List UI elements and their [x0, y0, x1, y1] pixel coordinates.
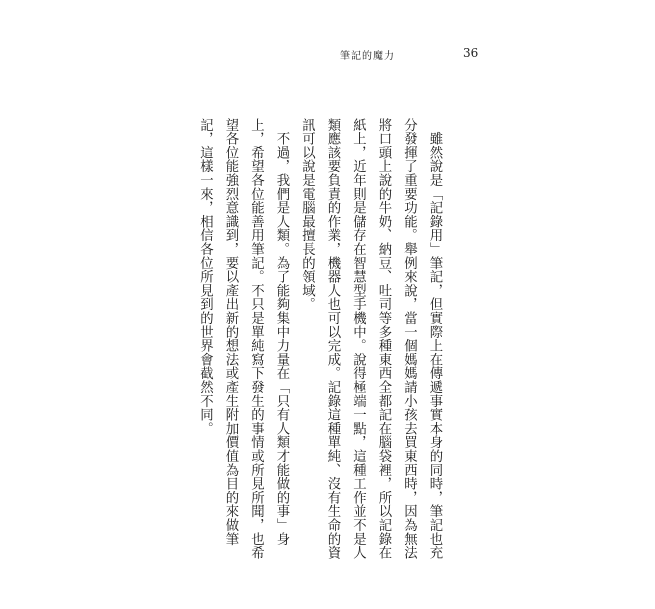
paragraph-2: 不過，我們是人類。為了能夠集中力量在「只有人類才能做的事」身上，希望各位能善用筆記。不只是單純寫下發生的事情或所見所聞，也希望各位能強烈意識到，要以產出新的想法或產生附加價值為目的來做筆記，這樣一來，相信各位所見到的世界會截然不同。 [197, 118, 289, 560]
page-number: 36 [463, 46, 479, 60]
running-title: 筆記的魔力 [340, 51, 395, 62]
paragraph-1: 雖然說是「記錄用」筆記，但實際上在傳遞事實本身的同時，筆記也充分發揮了重要功能。舉例來說，當一個媽媽請小孩去買東西時，因為無法將口頭上說的牛奶、納豆、吐司等多種東西全都記在腦袋裡，所以記錄在紙上，近年則是儲存在智慧型手機中。說得極端一點，這種工作並不是人類應該要負責的作業，機器人也可以完成。記錄這種單純、沒有生命的資訊可以說是電腦最擅長的領域。 [299, 118, 442, 560]
vertical-body-text [192, 118, 465, 564]
